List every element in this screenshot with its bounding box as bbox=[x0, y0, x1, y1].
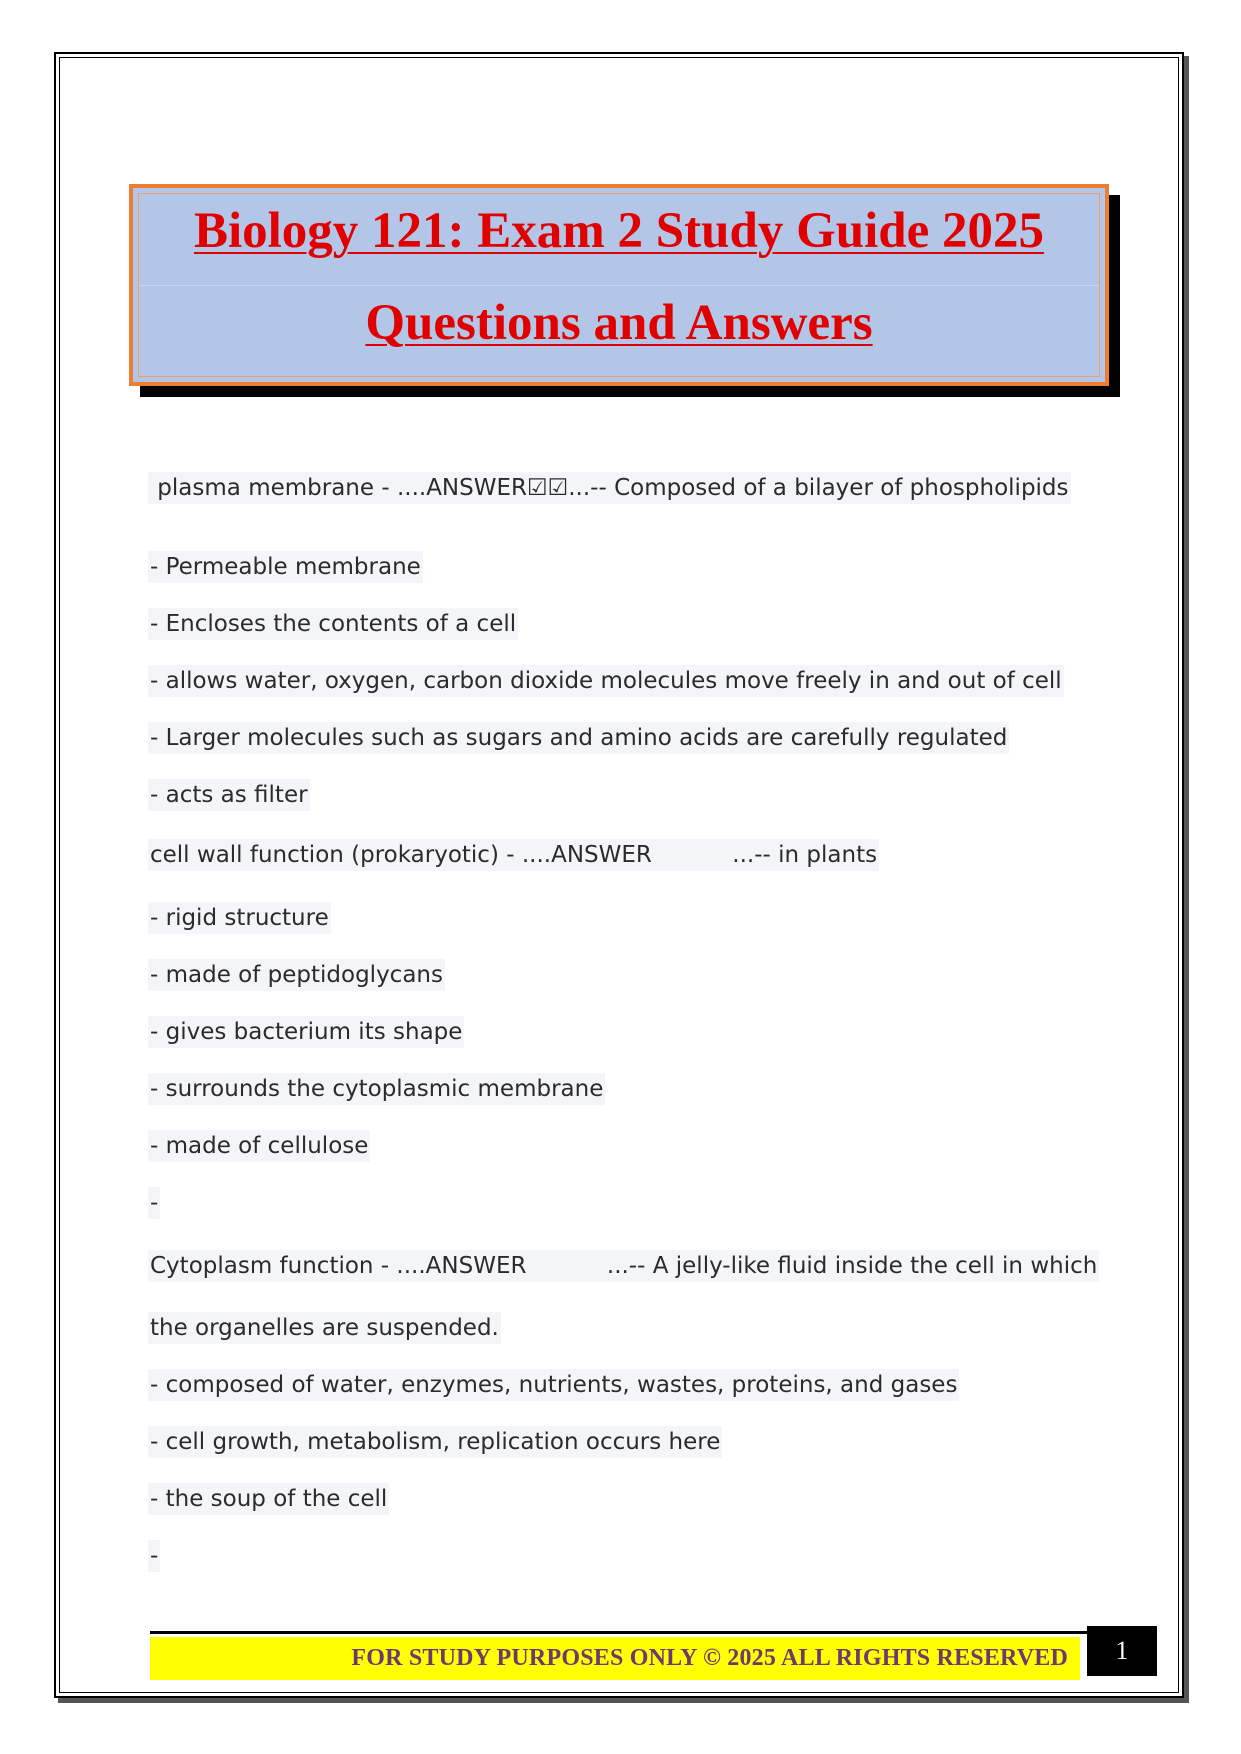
question-cytoplasm: Cytoplasm function - ....ANSWER ...-- A jelly-like fluid inside the cell in which bbox=[148, 1250, 1099, 1282]
answer-line: - composed of water, enzymes, nutrients, wastes, proteins, and gases bbox=[148, 1369, 959, 1401]
footer-bar bbox=[150, 1637, 1080, 1680]
answer-line: the organelles are suspended. bbox=[148, 1312, 501, 1344]
answer-line: - the soup of the cell bbox=[148, 1483, 389, 1515]
answer-line: - gives bacterium its shape bbox=[148, 1016, 464, 1048]
answer-line: - rigid structure bbox=[148, 902, 331, 934]
page-border-shadow bbox=[58, 1698, 1189, 1703]
answer-line: - allows water, oxygen, carbon dioxide molecules move freely in and out of cell bbox=[148, 665, 1064, 697]
question-cell-wall: cell wall function (prokaryotic) - ....ANSWER ...-- in plants bbox=[148, 839, 879, 871]
footer-text: FOR STUDY PURPOSES ONLY © 2025 ALL RIGHTS RESERVED bbox=[351, 1645, 1068, 1671]
answer-line: - cell growth, metabolism, replication occurs here bbox=[148, 1426, 722, 1458]
answer-line: - bbox=[148, 1187, 160, 1219]
answer-line: - Permeable membrane bbox=[148, 551, 423, 583]
answer-line: - made of cellulose bbox=[148, 1130, 370, 1162]
answer-line: - bbox=[148, 1540, 160, 1572]
title-box bbox=[129, 184, 1109, 386]
answer-line: - acts as filter bbox=[148, 779, 310, 811]
answer-line: - Encloses the contents of a cell bbox=[148, 608, 518, 640]
answer-line: - surrounds the cytoplasmic membrane bbox=[148, 1073, 605, 1105]
page-border-shadow bbox=[1184, 56, 1189, 1702]
question-plasma-membrane: plasma membrane - ....ANSWER☑☑...-- Composed of a bilayer of phospholipids bbox=[148, 472, 1071, 504]
document-subtitle: Questions and Answers bbox=[365, 295, 873, 351]
footer-rule bbox=[150, 1631, 1090, 1634]
title-separator bbox=[139, 285, 1099, 286]
answer-line: - made of peptidoglycans bbox=[148, 959, 445, 991]
answer-line: - Larger molecules such as sugars and amino acids are carefully regulated bbox=[148, 722, 1009, 754]
page-number: 1 bbox=[1087, 1626, 1157, 1676]
document-title: Biology 121: Exam 2 Study Guide 2025 bbox=[193, 203, 1045, 259]
